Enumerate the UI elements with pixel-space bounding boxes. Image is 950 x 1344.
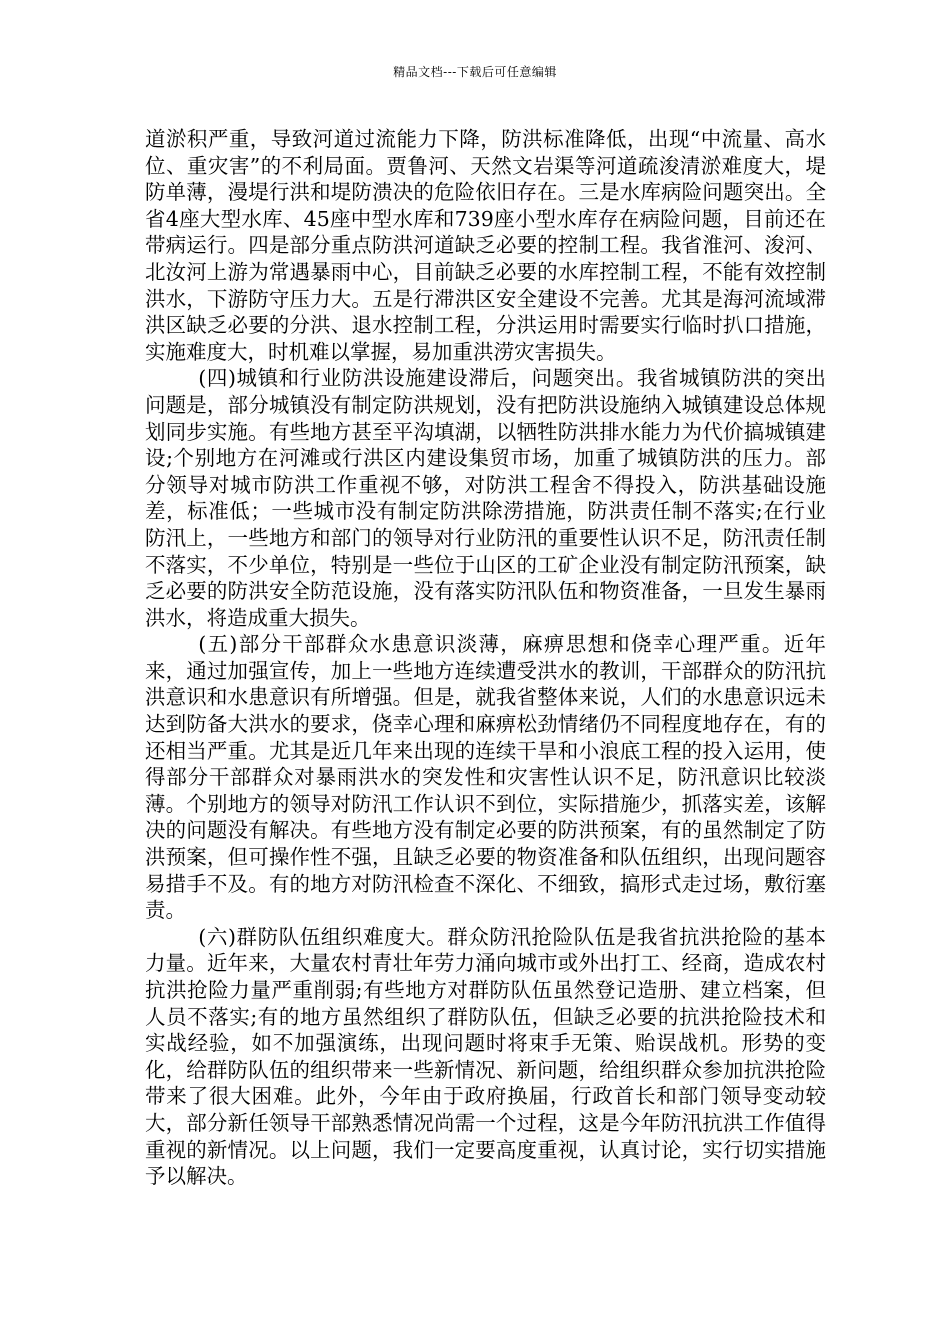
paragraph-section-5: (五)部分干部群众水患意识淡薄，麻痹思想和侥幸心理严重。近年来，通过加强宣传，加上一些地方连续遭受洪水的教训，干部群众的防汛抗洪意识和水患意识有所增强。但是，就我省整体来说，人们的水患意识远未达到防备大洪水的要求，侥幸心理和麻痹松劲情绪仍不同程度地存在，有的还相当严重。尤其是近几年来出现的连续干旱和小浪底工程的投入运用，使得部分干部群众对暴雨洪水的突发性和灾害性认识不足，防汛意识比较淡薄。个别地方的领导对防汛工作认识不到位，实际措施少，抓落实差，该解决的问题没有解决。有些地方没有制定必要的防洪预案，有的虽然制定了防洪预案，但可操作性不强，且缺乏必要的物资准备和队伍组织，出现问题容易措手不及。有的地方对防汛检查不深化、不细致，搞形式走过场，敷衍塞责。 [145, 632, 826, 923]
paragraph-continuation: 道淤积严重，导致河道过流能力下降，防洪标准降低，出现“中流量、高水位、重灾害”的不利局面。贾鲁河、天然文岩渠等河道疏浚清淤难度大，堤防单薄，漫堤行洪和堤防溃决的危险依旧存在。三是水库病险问题突出。全省4座大型水库、45座中型水库和739座小型水库存在病险问题，目前还在带病运行。四是部分重点防洪河道缺乏必要的控制工程。我省淮河、浚河、北汝河上游为常遇暴雨中心，目前缺乏必要的水库控制工程，不能有效控制洪水，下游防守压力大。五是行滞洪区安全建设不完善。尤其是海河流域滞洪区缺乏必要的分洪、退水控制工程，分洪运用时需要实行临时扒口措施，实施难度大，时机难以掌握，易加重洪涝灾害损失。 [145, 127, 826, 364]
paragraph-section-6: (六)群防队伍组织难度大。群众防汛抢险队伍是我省抗洪抢险的基本力量。近年来，大量农村青壮年劳力涌向城市或外出打工、经商，造成农村抗洪抢险力量严重削弱;有些地方对群防队伍虽然登记造册、建立档案，但人员不落实;有的地方虽然组织了群防队伍，但缺乏必要的抗洪抢险技术和实战经验，如不加强演练，出现问题时将束手无策、贻误战机。形势的变化，给群防队伍的组织带来一些新情况、新问题，给组织群众参加抗洪抢险带来了很大困难。此外，今年由于政府换届，行政首长和部门领导变动较大，部分新任领导干部熟悉情况尚需一个过程，这是今年防汛抗洪工作值得重视的新情况。以上问题，我们一定要高度重视，认真讨论，实行切实措施予以解决。 [145, 924, 826, 1189]
document-body [145, 126, 826, 1190]
page-header: 精品文档---下载后可任意编辑 [393, 65, 557, 79]
paragraph-section-4: (四)城镇和行业防洪设施建设滞后，问题突出。我省城镇防洪的突出问题是，部分城镇没有制定防洪规划，没有把防洪设施纳入城镇建设总体规划同步实施。有些地方甚至平沟填湖，以牺牲防洪排水能力为代价搞城镇建设;个别地方在河滩或行洪区内建设集贸市场，加重了城镇防洪的压力。部分领导对城市防洪工作重视不够，对防洪工程舍不得投入，防洪基础设施差，标准低；一些城市没有制定防洪除涝措施，防洪责任制不落实;在行业防汛上，一些地方和部门的领导对行业防汛的重要性认识不足，防汛责任制不落实，不少单位，特别是一些位于山区的工矿企业没有制定防汛预案，缺乏必要的防洪安全防范设施，没有落实防汛队伍和物资准备，一旦发生暴雨洪水，将造成重大损失。 [145, 366, 826, 630]
